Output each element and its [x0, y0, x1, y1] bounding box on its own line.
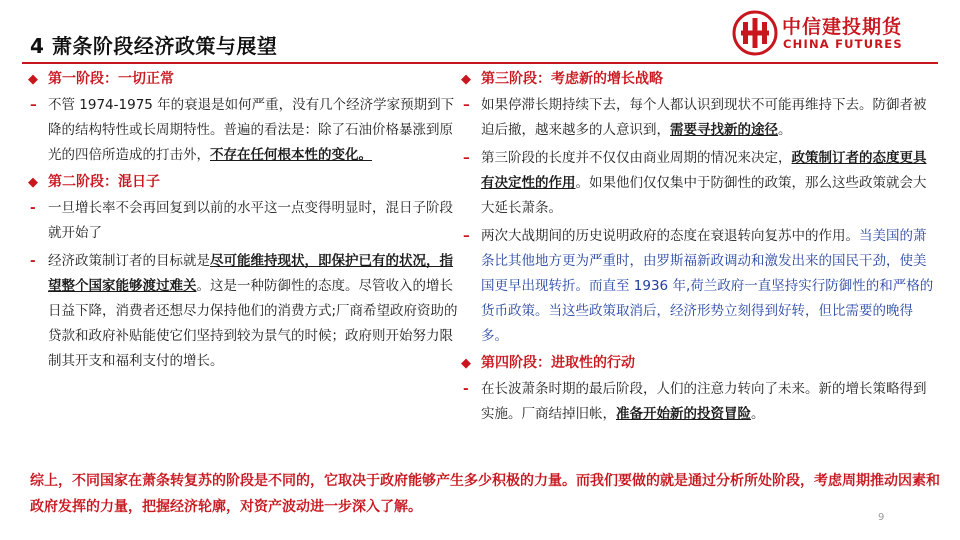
stage1-heading-text: 第一阶段：一切正常	[48, 71, 174, 87]
dash-bullet-icon: –	[463, 150, 470, 166]
stage3-item-1-text-a: 如果停滞长期持续下去，每个人都认识到现状不可能再维持下去。防御者被迫后撤，越来越多的人意识到，	[481, 97, 927, 138]
stage4-item-1-text-a: 在长波萧条时期的最后阶段，人们的注意力转向了未来。新的增长策略得到实施。厂商结掉旧帐，	[481, 381, 927, 422]
title-divider	[22, 62, 938, 64]
diamond-bullet-icon: ◆	[28, 175, 38, 190]
dash-bullet-icon: –	[463, 97, 470, 113]
stage3-item-2-emphasis: 政策制订者的态度更具有决定性的作用	[481, 150, 927, 191]
stage2-item-1-text: 一旦增长率不会再回复到以前的水平这一点变得明显时，混日子阶段就开始了	[48, 200, 453, 241]
stage2-heading-text: 第二阶段：混日子	[48, 174, 160, 190]
left-column	[26, 68, 458, 377]
page-title: 4 萧条阶段经济政策与展望	[30, 34, 278, 58]
dash-bullet-icon: –	[30, 97, 37, 113]
diamond-bullet-icon: ◆	[461, 356, 471, 371]
dash-bullet-icon: –	[463, 228, 470, 244]
logo-english-text: CHINA FUTURES	[783, 37, 903, 51]
stage1-item-1-text: 不管 1974-1975 年的衰退是如何严重，没有几个经济学家预期到下降的结构特性或长周期特性。普遍的看法是：除了石油价格暴涨到原光的四倍所造成的打击外，	[48, 97, 455, 163]
stage3-item-3-history-text: 当美国的萧条比其他地方更为严重时，由罗斯福新政调动和激发出来的国民干劲，使美国更早出现转折。而直至 1936 年,荷兰政府一直坚持实行防御性的和严格的货币政策。当这些政策取消后，经济形势立刻得到好转，但比需要的晚得多。	[481, 228, 934, 344]
right-column	[459, 68, 939, 430]
logo-chinese-text: 中信建投期货	[782, 16, 903, 38]
stage3-heading	[459, 68, 939, 90]
stage4-heading-text: 第四阶段：进取性的行动	[481, 355, 635, 371]
dash-bullet-icon: -	[463, 381, 469, 397]
diamond-bullet-icon: ◆	[28, 72, 38, 87]
stage2-item-2-text-a: 经济政策制订者的目标就是	[48, 253, 210, 269]
stage3-item-3	[459, 224, 939, 349]
stage3-item-2	[459, 146, 939, 221]
stage1-item-1-emphasis: 不存在任何根本性的变化。	[210, 147, 372, 163]
stage2-item-2	[26, 249, 458, 374]
dash-bullet-icon: -	[30, 200, 36, 216]
summary-text: 综上，不同国家在萧条转复苏的阶段是不同的，它取决于政府能够产生多少积极的力量。而我们要做的就是通过分析所处阶段，考虑周期推动因素和政府发挥的力量，把握经济轮廓，对资产波动进一步深入了解。	[30, 473, 940, 515]
stage2-item-1	[26, 196, 458, 246]
citic-logo-icon	[732, 10, 778, 56]
stage2-item-2-emphasis: 尽可能维持现状，即保护已有的状况，指望整个国家能够渡过难关	[48, 253, 453, 294]
company-logo	[732, 8, 942, 58]
stage3-heading-text: 第三阶段：考虑新的增长战略	[481, 71, 663, 87]
stage3-item-1-emphasis: 需要寻找新的途径	[670, 122, 778, 138]
stage3-item-1-text-b: 。	[778, 122, 792, 138]
stage3-item-1	[459, 93, 939, 143]
stage3-item-2-text-b: 。如果他们仅仅集中于防御性的政策，那么这些政策就会大大延长萧条。	[481, 175, 927, 216]
stage1-heading	[26, 68, 458, 90]
stage1-item-1	[26, 93, 458, 168]
stage4-heading	[459, 352, 939, 374]
stage4-item-1	[459, 377, 939, 427]
stage3-item-3-text: 两次大战期间的历史说明政府的态度在衰退转向复苏中的作用。	[481, 228, 859, 244]
stage4-item-1-emphasis: 准备开始新的投资冒险	[616, 406, 751, 422]
dash-bullet-icon: -	[30, 253, 36, 269]
page-number: 9	[878, 512, 885, 523]
stage4-item-1-text-b: 。	[751, 406, 765, 422]
stage2-heading	[26, 171, 458, 193]
stage3-item-2-text-a: 第三阶段的长度并不仅仅由商业周期的情况来决定，	[481, 150, 792, 166]
stage2-item-2-text-b: 。这是一种防御性的态度。尽管收入的增长日益下降，消费者还想尽力保持他们的消费方式;厂商希望政府资助的贷款和政府补贴能使它们坚持到较为景气的时候；政府则开始努力限制其开支和福利支付的增长。	[48, 278, 458, 369]
diamond-bullet-icon: ◆	[461, 72, 471, 87]
